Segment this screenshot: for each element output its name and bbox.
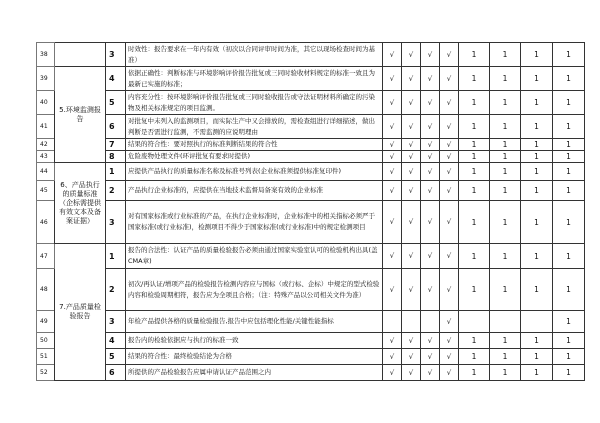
requirement-label: 依据正确性：判断标准与环境影响评价报告批复或三同时验收材料规定的标准一致且为最新已实施的标准； bbox=[128, 68, 375, 88]
score-value: 1 bbox=[521, 181, 553, 201]
score-value: 1 bbox=[490, 333, 521, 349]
check-mark: √ bbox=[402, 244, 421, 269]
checklist-table bbox=[36, 42, 585, 381]
score-value: 1 bbox=[490, 139, 521, 151]
requirement-label: 产品执行企业标准的，应提供在当地技术监督局备案有效的企业标准 bbox=[128, 186, 323, 194]
score-value: 1 bbox=[553, 349, 585, 365]
check-mark: √ bbox=[440, 163, 459, 181]
check-mark: √ bbox=[402, 333, 421, 349]
requirement-label: 对有国家标准或行业标准的产品，在执行企业标准时，企业标准中的相关指标必须严于国家标准(或行业标准)，检测项目不得少于国家标准(或行业标准)中的规定检测项目 bbox=[128, 212, 375, 231]
table-row bbox=[37, 333, 585, 349]
table-row bbox=[37, 43, 585, 67]
table-row bbox=[37, 151, 585, 163]
requirement-text bbox=[126, 201, 383, 244]
requirement-text bbox=[126, 244, 383, 269]
requirement-text bbox=[126, 333, 383, 349]
score-value: 1 bbox=[521, 201, 553, 244]
score-value: 1 bbox=[459, 365, 490, 381]
check-mark: √ bbox=[402, 139, 421, 151]
score-value: 1 bbox=[490, 91, 521, 115]
score-value: 1 bbox=[553, 43, 585, 67]
score-value: 1 bbox=[459, 333, 490, 349]
requirement-text bbox=[126, 139, 383, 151]
check-mark: √ bbox=[421, 244, 440, 269]
check-mark: √ bbox=[383, 91, 402, 115]
check-mark: √ bbox=[421, 349, 440, 365]
requirement-label: 时效性：报告要求在一年内有效（初次以合同评审时间为准，其它以现场检查时间为基准） bbox=[128, 44, 375, 64]
score-value: 1 bbox=[553, 67, 585, 91]
table-row bbox=[37, 311, 585, 333]
check-mark: √ bbox=[440, 311, 459, 333]
score-value: 1 bbox=[459, 244, 490, 269]
table-row bbox=[37, 349, 585, 365]
score-value: 1 bbox=[490, 269, 521, 311]
check-mark: √ bbox=[440, 67, 459, 91]
score-value: 1 bbox=[490, 244, 521, 269]
score-value: 1 bbox=[459, 115, 490, 139]
score-value: 1 bbox=[459, 181, 490, 201]
check-mark: √ bbox=[402, 151, 421, 163]
check-mark: √ bbox=[402, 163, 421, 181]
table-row bbox=[37, 365, 585, 381]
score-value: 1 bbox=[521, 43, 553, 67]
score-value: 1 bbox=[521, 67, 553, 91]
row-index: 46 bbox=[37, 201, 55, 244]
item-number: 2 bbox=[106, 269, 126, 311]
check-mark: √ bbox=[421, 151, 440, 163]
check-mark: √ bbox=[440, 333, 459, 349]
requirement-text bbox=[126, 91, 383, 115]
item-number: 1 bbox=[106, 244, 126, 269]
check-mark: √ bbox=[383, 333, 402, 349]
table-row bbox=[37, 201, 585, 244]
item-number: 8 bbox=[106, 151, 126, 163]
requirement-label: 内容充分性：按环境影响评价报告批复或三同时验收报告或守法证明材料所确定的污染物及相关标准规定的项目监测。 bbox=[128, 92, 375, 112]
check-mark: √ bbox=[383, 163, 402, 181]
requirement-text bbox=[126, 311, 383, 333]
requirement-text bbox=[126, 115, 383, 139]
score-value: 1 bbox=[459, 163, 490, 181]
check-mark: √ bbox=[383, 181, 402, 201]
row-index: 50 bbox=[37, 333, 55, 349]
check-mark: √ bbox=[421, 333, 440, 349]
requirement-label: 危险废物处理文件(环评批复有要求时提供) bbox=[128, 152, 251, 160]
score-value: 1 bbox=[459, 151, 490, 163]
check-mark: √ bbox=[402, 115, 421, 139]
check-mark: √ bbox=[421, 43, 440, 67]
score-value: 1 bbox=[459, 91, 490, 115]
requirement-label: 结果的符合性：最终检验结论为合格 bbox=[128, 352, 232, 360]
check-mark: √ bbox=[421, 365, 440, 381]
category-cell: 6、产品执行的质量标准（企标需提供有效文本及备案证据） bbox=[55, 163, 106, 244]
score-value: 1 bbox=[553, 311, 585, 333]
check-mark: √ bbox=[402, 269, 421, 311]
table-row bbox=[37, 139, 585, 151]
score-value: 1 bbox=[521, 163, 553, 181]
check-mark: √ bbox=[383, 151, 402, 163]
check-mark: √ bbox=[440, 349, 459, 365]
check-mark: √ bbox=[440, 244, 459, 269]
score-value: 1 bbox=[490, 115, 521, 139]
score-value bbox=[521, 311, 553, 333]
requirement-label: 对批复中未列入的监测项目，而实际生产中又会排放的，需检查组进行详细描述，做出判断是否需进行监测，不需监测的应说明理由 bbox=[128, 116, 375, 136]
score-value: 1 bbox=[521, 269, 553, 311]
item-number: 6 bbox=[106, 115, 126, 139]
row-index: 48 bbox=[37, 269, 55, 311]
requirement-label: 结果的符合性：要对照执行的标准判断结果的符合性 bbox=[128, 140, 278, 148]
category-cell: 5.环境监测报告 bbox=[55, 67, 106, 163]
check-mark: √ bbox=[383, 115, 402, 139]
check-mark: √ bbox=[383, 365, 402, 381]
table-row bbox=[37, 115, 585, 139]
row-index: 42 bbox=[37, 139, 55, 151]
score-value: 1 bbox=[553, 244, 585, 269]
score-value bbox=[459, 311, 490, 333]
item-number: 2 bbox=[106, 181, 126, 201]
check-mark: √ bbox=[383, 349, 402, 365]
table-row bbox=[37, 163, 585, 181]
score-value: 1 bbox=[553, 91, 585, 115]
requirement-text bbox=[126, 43, 383, 67]
score-value: 1 bbox=[459, 201, 490, 244]
check-mark: √ bbox=[440, 151, 459, 163]
check-mark: √ bbox=[383, 244, 402, 269]
score-value: 1 bbox=[490, 163, 521, 181]
requirement-label: 报告内的检验依据应与执行的标准一致 bbox=[128, 336, 239, 344]
score-value: 1 bbox=[521, 139, 553, 151]
row-index: 51 bbox=[37, 349, 55, 365]
row-index: 40 bbox=[37, 91, 55, 115]
table-row bbox=[37, 244, 585, 269]
item-number: 5 bbox=[106, 349, 126, 365]
requirement-label: 所提供的产品检验报告应属申请认证产品范围之内 bbox=[128, 368, 271, 376]
score-value: 1 bbox=[521, 244, 553, 269]
check-mark: √ bbox=[440, 91, 459, 115]
item-number: 5 bbox=[106, 91, 126, 115]
requirement-label: 应提供产品执行的质量标准名称及标准号列表(企业标准须提供标准复印件) bbox=[128, 167, 342, 175]
check-mark: √ bbox=[383, 43, 402, 67]
check-mark: √ bbox=[402, 67, 421, 91]
requirement-text bbox=[126, 67, 383, 91]
check-mark: √ bbox=[383, 67, 402, 91]
check-mark: √ bbox=[421, 91, 440, 115]
check-mark: √ bbox=[383, 201, 402, 244]
check-mark: √ bbox=[402, 181, 421, 201]
score-value: 1 bbox=[553, 115, 585, 139]
check-mark: √ bbox=[440, 139, 459, 151]
check-mark: √ bbox=[402, 43, 421, 67]
score-value: 1 bbox=[490, 67, 521, 91]
item-number: 4 bbox=[106, 333, 126, 349]
requirement-text bbox=[126, 349, 383, 365]
row-index: 39 bbox=[37, 67, 55, 91]
item-number: 3 bbox=[106, 43, 126, 67]
check-mark bbox=[383, 311, 402, 333]
check-mark: √ bbox=[421, 115, 440, 139]
score-value: 1 bbox=[521, 91, 553, 115]
check-mark: √ bbox=[383, 269, 402, 311]
check-mark: √ bbox=[440, 365, 459, 381]
row-index: 49 bbox=[37, 311, 55, 333]
category-cell bbox=[55, 43, 106, 67]
item-number: 7 bbox=[106, 139, 126, 151]
row-index: 44 bbox=[37, 163, 55, 181]
check-mark: √ bbox=[402, 349, 421, 365]
row-index: 43 bbox=[37, 151, 55, 163]
item-number: 6 bbox=[106, 365, 126, 381]
table-row bbox=[37, 269, 585, 311]
score-value: 1 bbox=[521, 151, 553, 163]
item-number: 4 bbox=[106, 67, 126, 91]
check-mark: √ bbox=[421, 181, 440, 201]
check-mark bbox=[421, 311, 440, 333]
category-cell: 7.产品质量检验报告 bbox=[55, 244, 106, 381]
table-row bbox=[37, 67, 585, 91]
requirement-label: 年检产品提供各格的质量检验报告,报告中应包括理化性能/关键性能指标 bbox=[128, 317, 334, 325]
score-value: 1 bbox=[490, 201, 521, 244]
score-value: 1 bbox=[459, 67, 490, 91]
check-mark: √ bbox=[402, 365, 421, 381]
row-index: 41 bbox=[37, 115, 55, 139]
check-mark: √ bbox=[383, 139, 402, 151]
item-number: 3 bbox=[106, 201, 126, 244]
check-mark: √ bbox=[440, 43, 459, 67]
row-index: 45 bbox=[37, 181, 55, 201]
table-row bbox=[37, 91, 585, 115]
score-value: 1 bbox=[553, 365, 585, 381]
check-mark: √ bbox=[402, 91, 421, 115]
score-value: 1 bbox=[553, 139, 585, 151]
check-mark: √ bbox=[440, 201, 459, 244]
score-value: 1 bbox=[490, 43, 521, 67]
check-mark: √ bbox=[421, 139, 440, 151]
score-value: 1 bbox=[553, 201, 585, 244]
score-value: 1 bbox=[459, 269, 490, 311]
score-value: 1 bbox=[459, 43, 490, 67]
row-index: 52 bbox=[37, 365, 55, 381]
item-number: 3 bbox=[106, 311, 126, 333]
score-value: 1 bbox=[490, 181, 521, 201]
score-value: 1 bbox=[553, 163, 585, 181]
check-mark bbox=[402, 311, 421, 333]
requirement-text bbox=[126, 163, 383, 181]
check-mark: √ bbox=[421, 67, 440, 91]
score-value: 1 bbox=[459, 349, 490, 365]
score-value: 1 bbox=[553, 151, 585, 163]
score-value: 1 bbox=[553, 269, 585, 311]
check-mark: √ bbox=[421, 163, 440, 181]
row-index: 47 bbox=[37, 244, 55, 269]
score-value: 1 bbox=[553, 333, 585, 349]
check-mark: √ bbox=[440, 115, 459, 139]
score-value: 1 bbox=[490, 151, 521, 163]
check-mark: √ bbox=[421, 269, 440, 311]
score-value: 1 bbox=[521, 365, 553, 381]
score-value: 1 bbox=[490, 365, 521, 381]
check-mark: √ bbox=[421, 201, 440, 244]
score-value: 1 bbox=[490, 349, 521, 365]
score-value: 1 bbox=[553, 181, 585, 201]
score-value: 1 bbox=[521, 115, 553, 139]
check-mark: √ bbox=[402, 201, 421, 244]
score-value: 1 bbox=[459, 139, 490, 151]
check-mark: √ bbox=[440, 181, 459, 201]
requirement-text bbox=[126, 151, 383, 163]
score-value: 1 bbox=[521, 333, 553, 349]
requirement-text bbox=[126, 269, 383, 311]
requirement-label: 初次/再认证/增项产品的检验报告检测内容应与国标（或行标、企标）中规定的型式检验内容和检验周期相符，报告应为全项且合格；（注：特殊产品以公司相关文件为准） bbox=[128, 279, 380, 299]
check-mark: √ bbox=[440, 269, 459, 311]
table-row bbox=[37, 181, 585, 201]
score-value: 1 bbox=[521, 349, 553, 365]
row-index: 38 bbox=[37, 43, 55, 67]
requirement-text bbox=[126, 365, 383, 381]
item-number: 1 bbox=[106, 163, 126, 181]
requirement-text bbox=[126, 181, 383, 201]
requirement-label: 报告的合法性：认证产品的质量检验报告必须由通过国家实验室认可的检验机构出具(盖CMA章) bbox=[128, 246, 378, 265]
score-value bbox=[490, 311, 521, 333]
